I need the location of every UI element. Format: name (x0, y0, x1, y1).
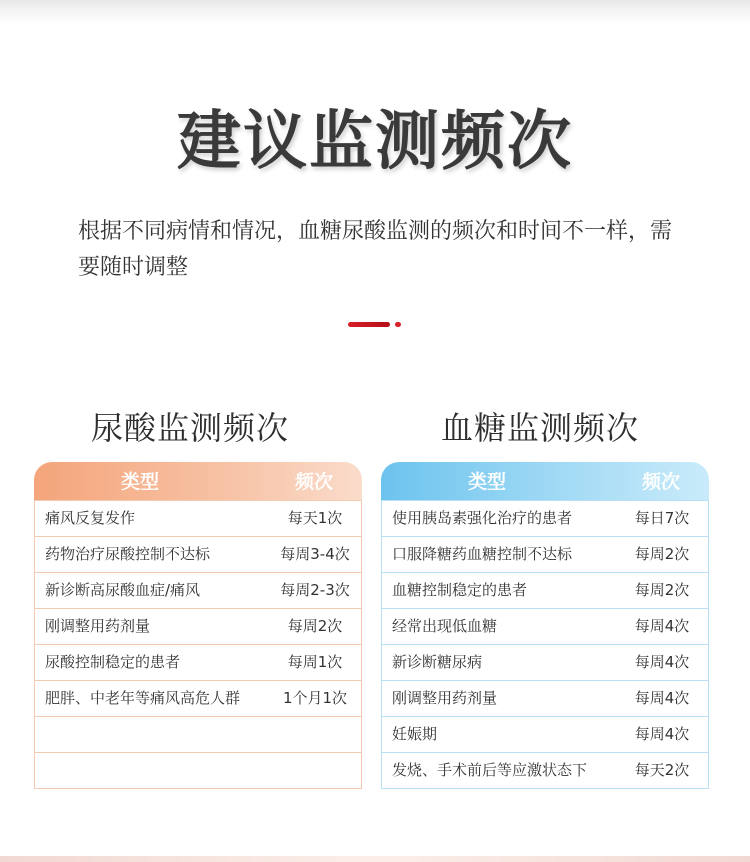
uric-acid-table-body (34, 500, 362, 789)
table-row (35, 716, 361, 752)
blood-glucose-section-title: 血糖监测频次 (440, 409, 639, 447)
table-row (382, 644, 708, 680)
page-title: 建议监测频次 (177, 105, 573, 179)
table-row (382, 572, 708, 608)
row-frequency: 每周4次 (634, 725, 690, 743)
row-frequency: 每周1次 (287, 653, 343, 671)
row-type: 新诊断高尿酸血症/痛风 (45, 581, 201, 599)
header-type: 类型 (467, 471, 506, 493)
header-type: 类型 (120, 471, 159, 493)
row-type: 药物治疗尿酸控制不达标 (45, 545, 211, 563)
row-frequency: 每周3-4次 (280, 545, 350, 563)
row-frequency: 每周2次 (634, 581, 690, 599)
divider-bar (348, 322, 390, 327)
row-frequency: 每周4次 (634, 689, 690, 707)
row-frequency: 每周2-3次 (280, 581, 350, 599)
title-divider (348, 322, 404, 328)
row-type: 发烧、手术前后等应激状态下 (392, 761, 588, 779)
table-row (35, 608, 361, 644)
uric-acid-table (34, 462, 362, 789)
divider-dot (395, 322, 401, 327)
row-type: 妊娠期 (392, 725, 438, 743)
row-type: 新诊断糖尿病 (392, 653, 483, 671)
table-row (35, 752, 361, 788)
row-frequency: 每周4次 (634, 617, 690, 635)
page-subtitle: 根据不同病情和情况，血糖尿酸监测的频次和时间不一样，需要随时调整 (78, 219, 673, 280)
uric-acid-table-header (34, 462, 362, 500)
bottom-border (0, 856, 750, 862)
row-frequency: 每天2次 (634, 761, 690, 779)
table-row (382, 500, 708, 536)
header-frequency: 频次 (294, 471, 333, 493)
table-row (382, 680, 708, 716)
table-row (35, 500, 361, 536)
row-type: 血糖控制稳定的患者 (392, 581, 528, 599)
row-type: 刚调整用药剂量 (392, 689, 498, 707)
top-shadow (0, 0, 750, 26)
row-type: 经常出现低血糖 (392, 617, 498, 635)
blood-glucose-table-body (381, 500, 709, 789)
table-row (382, 752, 708, 788)
row-frequency: 每天1次 (287, 509, 343, 527)
row-frequency: 每周2次 (287, 617, 343, 635)
row-type: 痛风反复发作 (45, 509, 136, 527)
table-row (382, 716, 708, 752)
row-frequency: 1个月1次 (282, 689, 348, 707)
table-row (35, 644, 361, 680)
uric-acid-section-title: 尿酸监测频次 (90, 409, 289, 447)
row-type: 尿酸控制稳定的患者 (45, 653, 181, 671)
row-type: 使用胰岛素强化治疗的患者 (392, 509, 573, 527)
blood-glucose-table (381, 462, 709, 789)
row-type: 肥胖、中老年等痛风高危人群 (45, 689, 241, 707)
row-frequency: 每日7次 (634, 509, 690, 527)
header-frequency: 频次 (641, 471, 680, 493)
row-type: 口服降糖药血糖控制不达标 (392, 545, 573, 563)
row-frequency: 每周4次 (634, 653, 690, 671)
table-row (35, 572, 361, 608)
table-row (35, 680, 361, 716)
table-row (35, 536, 361, 572)
row-frequency: 每周2次 (634, 545, 690, 563)
blood-glucose-table-header (381, 462, 709, 500)
table-row (382, 608, 708, 644)
row-type: 刚调整用药剂量 (45, 617, 151, 635)
table-row (382, 536, 708, 572)
